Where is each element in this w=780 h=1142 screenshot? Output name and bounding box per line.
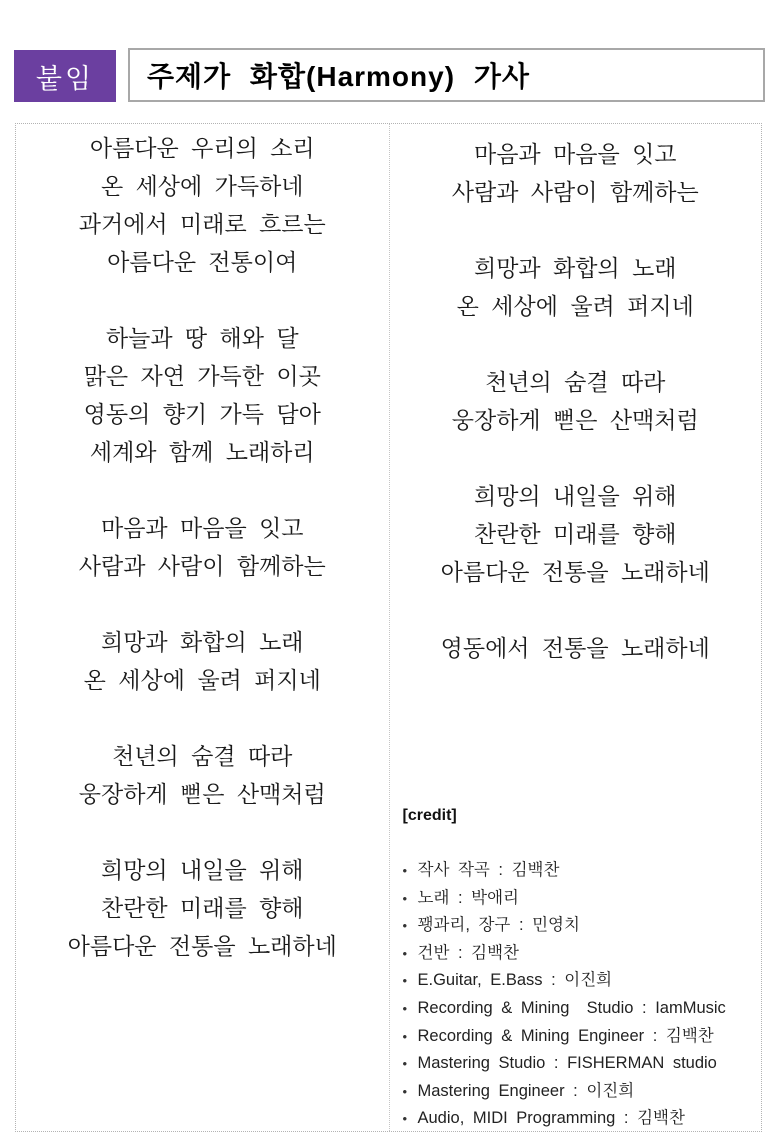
lyric-line: 사람과 사람이 함께하는 bbox=[451, 179, 699, 205]
credit-item bbox=[403, 1050, 758, 1078]
credit-text: 꽹과리, 장구 : 민영치 bbox=[417, 916, 580, 935]
credit-item bbox=[403, 885, 758, 913]
lyric-line: 맑은 자연 가득한 이곳 bbox=[83, 363, 321, 389]
lyric-line: 영동에서 전통을 노래하네 bbox=[440, 635, 710, 661]
credit-text: 노래 : 박애리 bbox=[417, 888, 519, 907]
bullet-icon: • bbox=[402, 1111, 408, 1127]
credit-text: 작사 작곡 : 김백찬 bbox=[417, 861, 560, 879]
document-header bbox=[14, 48, 765, 102]
lyric-line: 하늘과 땅 해와 달 bbox=[105, 325, 299, 351]
credit-item bbox=[403, 967, 758, 995]
lyric-line: 천년의 숨결 따라 bbox=[485, 369, 666, 395]
lyric-line: 찬란한 미래를 향해 bbox=[473, 521, 677, 547]
lyric-line: 마음과 마음을 잇고 bbox=[100, 515, 304, 541]
bullet-icon: • bbox=[402, 973, 408, 989]
credit-text: 건반 : 김백찬 bbox=[417, 943, 519, 962]
page-title: 주제가 화합(Harmony) 가사 bbox=[147, 61, 530, 92]
lyric-stanza bbox=[16, 737, 389, 813]
lyric-line: 아름다운 전통을 노래하네 bbox=[440, 559, 710, 585]
credit-text: E.Guitar, E.Bass : 이진희 bbox=[417, 971, 613, 990]
lyrics-box bbox=[15, 123, 762, 1132]
bullet-icon: • bbox=[402, 863, 408, 878]
attachment-badge: 붙임 bbox=[14, 50, 116, 102]
lyric-stanza bbox=[390, 363, 762, 439]
credit-text: Recording & Mining Engineer : 김백찬 bbox=[417, 1026, 714, 1045]
lyric-stanza bbox=[16, 623, 389, 699]
lyric-stanza bbox=[390, 477, 762, 591]
credit-item bbox=[403, 857, 758, 885]
lyric-line: 희망과 화합의 노래 bbox=[473, 255, 677, 281]
bullet-icon: • bbox=[402, 945, 408, 961]
credit-item bbox=[403, 940, 758, 968]
credit-item bbox=[403, 995, 758, 1023]
lyric-line: 희망의 내일을 위해 bbox=[100, 857, 304, 883]
lyric-stanza bbox=[390, 249, 762, 325]
bullet-icon: • bbox=[402, 1056, 408, 1072]
lyric-line: 아름다운 우리의 소리 bbox=[89, 135, 315, 161]
credit-item bbox=[403, 1078, 758, 1106]
lyric-stanza bbox=[16, 509, 389, 585]
lyric-stanza bbox=[390, 629, 762, 667]
credit-text: Mastering Studio : FISHERMAN studio bbox=[417, 1054, 717, 1073]
credit-item bbox=[403, 1023, 758, 1051]
lyric-line: 마음과 마음을 잇고 bbox=[473, 141, 677, 167]
bullet-icon: • bbox=[402, 918, 408, 934]
title-box bbox=[128, 48, 765, 102]
lyric-line: 온 세상에 울려 퍼지네 bbox=[456, 293, 694, 319]
lyric-line: 희망의 내일을 위해 bbox=[473, 483, 677, 509]
lyric-line: 천년의 숨결 따라 bbox=[112, 743, 293, 769]
credits-list bbox=[403, 857, 758, 1133]
lyric-stanza bbox=[390, 135, 762, 211]
lyric-line: 영동의 향기 가득 담아 bbox=[83, 401, 321, 427]
lyric-line: 온 세상에 울려 퍼지네 bbox=[83, 667, 321, 693]
lyric-line: 세계와 함께 노래하리 bbox=[89, 439, 315, 465]
lyrics-column-right bbox=[389, 124, 762, 1131]
lyric-line: 과거에서 미래로 흐르는 bbox=[78, 211, 326, 237]
lyric-line: 웅장하게 뻗은 산맥처럼 bbox=[78, 781, 326, 807]
lyric-line: 온 세상에 가득하네 bbox=[100, 173, 304, 199]
bullet-icon: • bbox=[402, 1000, 408, 1016]
bullet-icon: • bbox=[402, 1028, 408, 1044]
credit-text: Audio, MIDI Programming : 김백찬 bbox=[417, 1109, 685, 1128]
credits-heading: [credit] bbox=[402, 807, 457, 824]
lyric-line: 웅장하게 뻗은 산맥처럼 bbox=[451, 407, 699, 433]
lyric-line: 아름다운 전통이여 bbox=[107, 249, 298, 275]
lyric-line: 찬란한 미래를 향해 bbox=[100, 895, 304, 921]
lyric-line: 사람과 사람이 함께하는 bbox=[78, 553, 326, 579]
lyric-stanza bbox=[16, 129, 389, 281]
lyric-line: 아름다운 전통을 노래하네 bbox=[67, 933, 337, 959]
credits-section bbox=[390, 807, 762, 1133]
lyrics-column-left bbox=[16, 124, 389, 1131]
lyric-stanza bbox=[16, 851, 389, 965]
bullet-icon: • bbox=[402, 1083, 408, 1099]
lyrics-right-stanzas bbox=[390, 135, 762, 667]
credit-item bbox=[403, 1105, 758, 1133]
credit-text: Mastering Engineer : 이진희 bbox=[417, 1081, 635, 1100]
credit-text: Recording & Mining Studio : IamMusic bbox=[417, 998, 726, 1017]
lyric-stanza bbox=[16, 319, 389, 471]
credit-item bbox=[403, 912, 758, 940]
bullet-icon: • bbox=[402, 890, 408, 906]
lyric-line: 희망과 화합의 노래 bbox=[100, 629, 304, 655]
